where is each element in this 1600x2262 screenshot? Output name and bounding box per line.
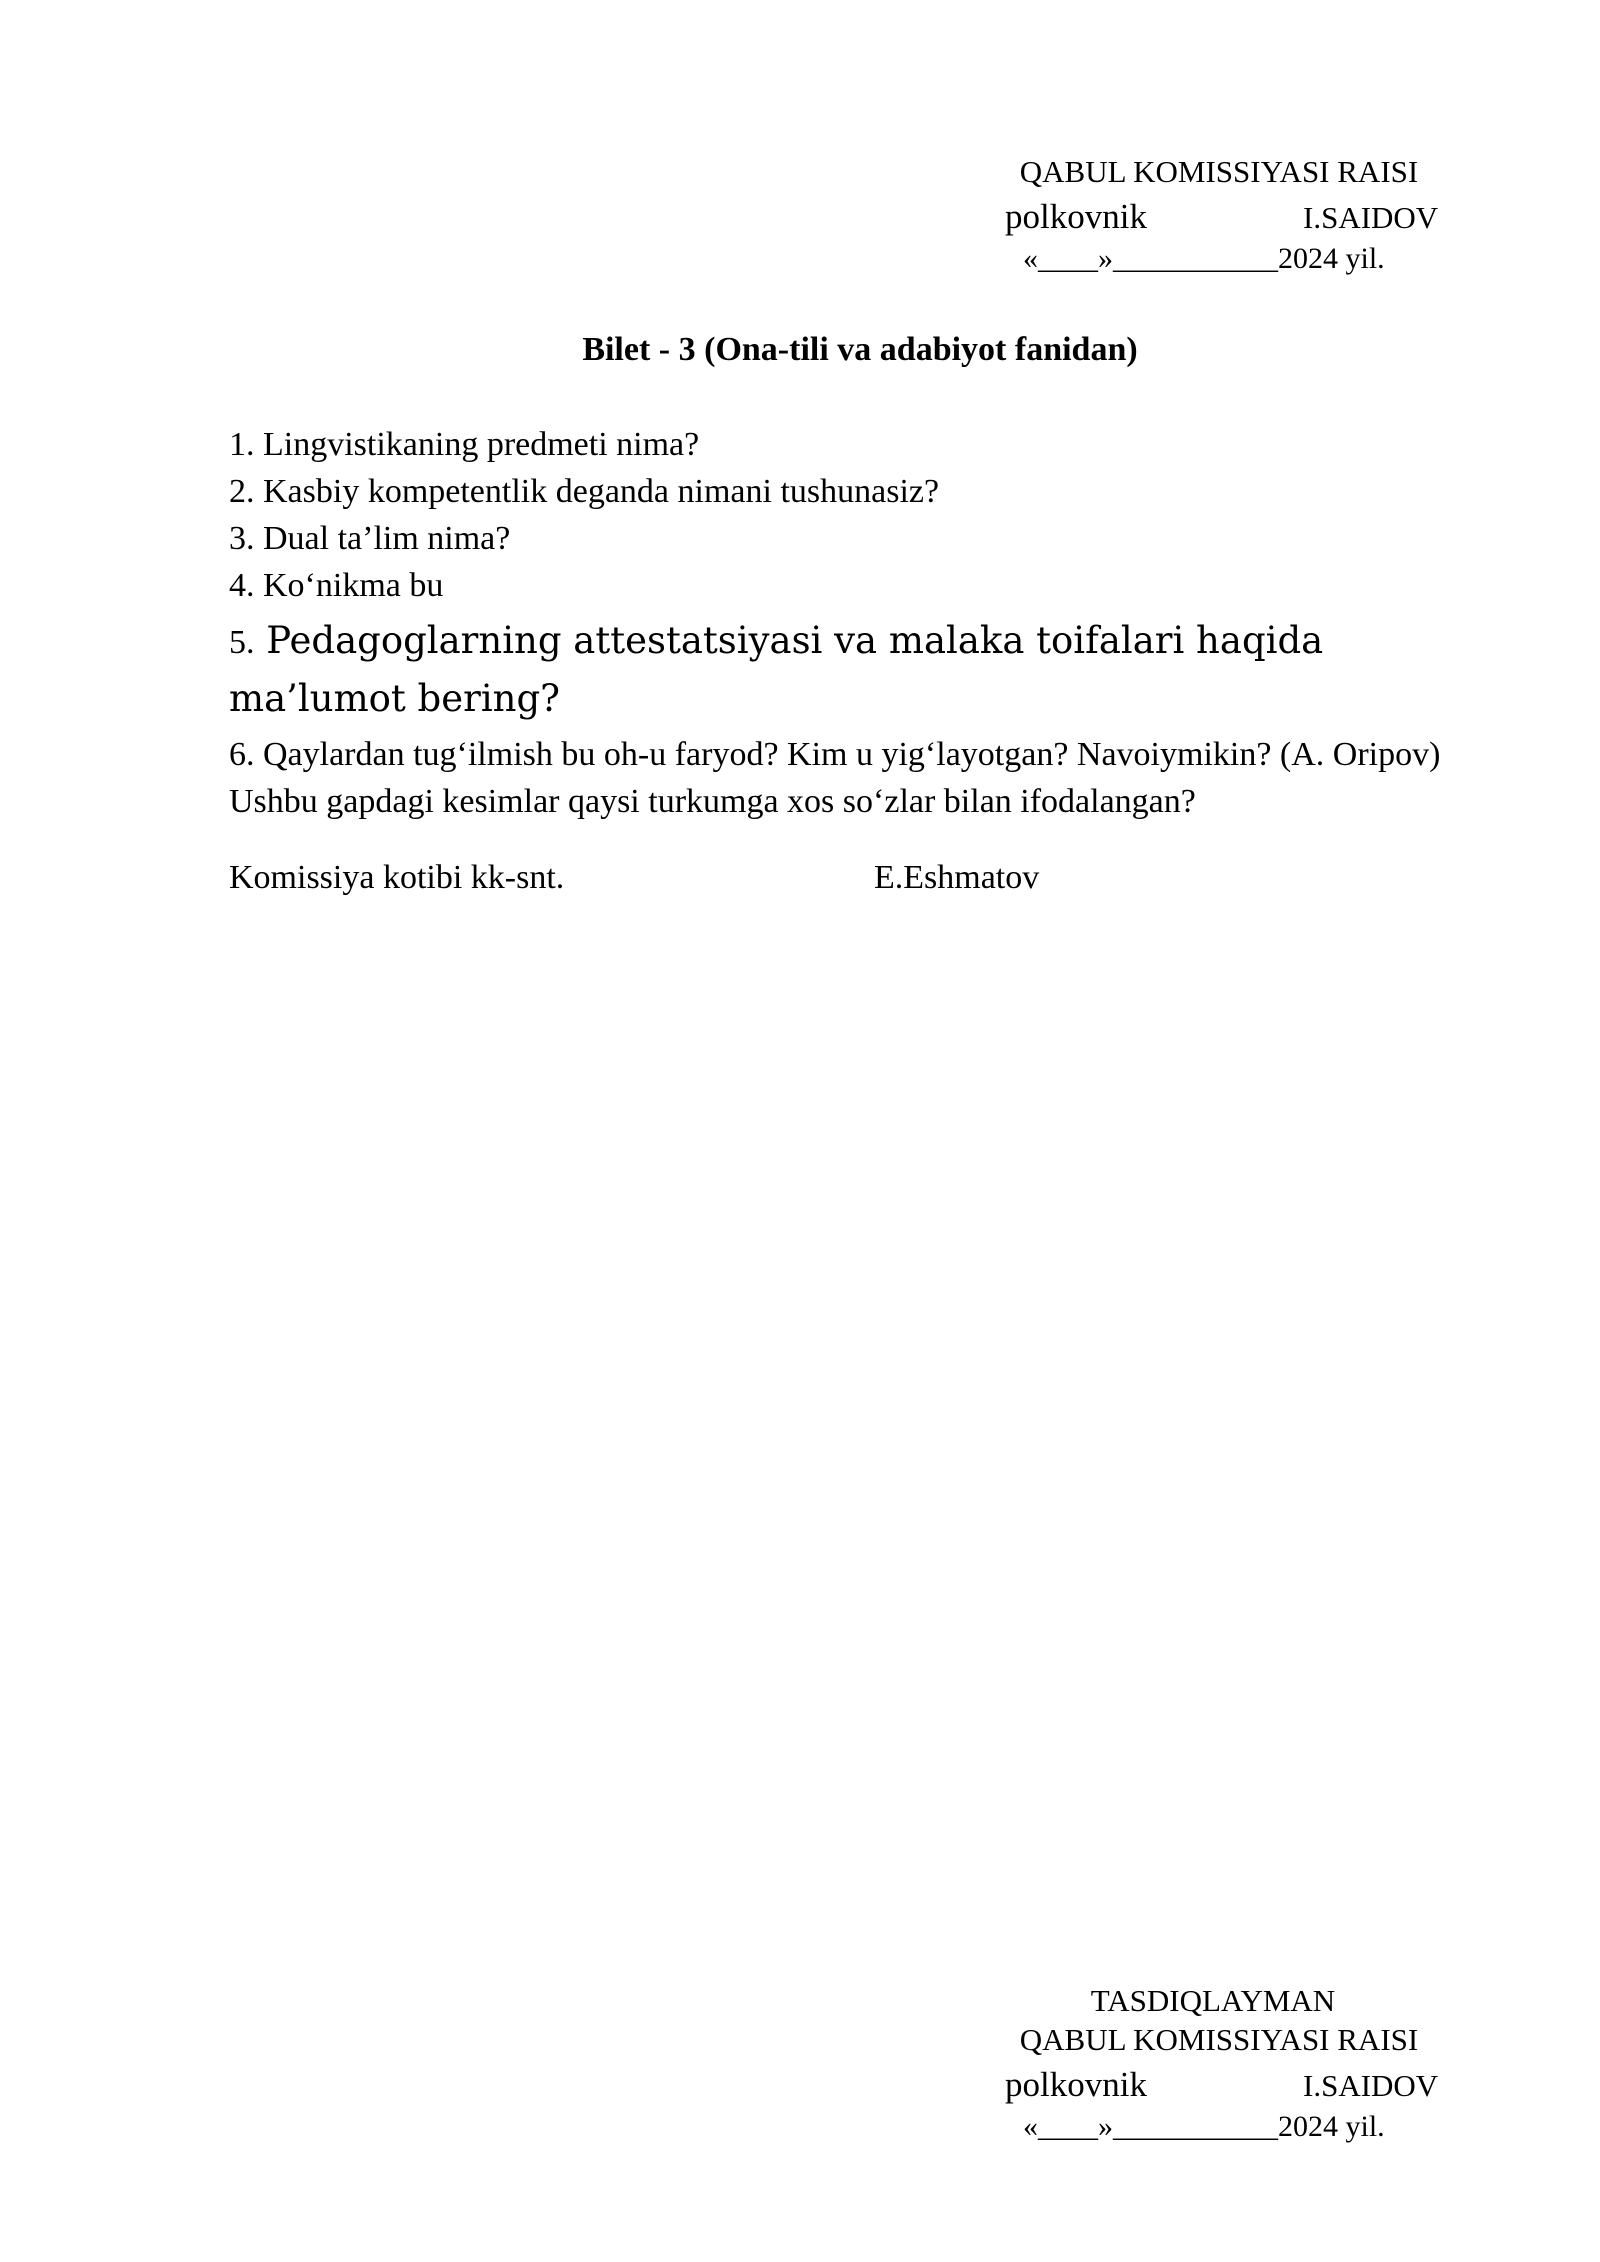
secretary-label: Komissiya kotibi kk-snt. (229, 859, 565, 896)
question-item (229, 613, 1479, 727)
ticket-title: Bilet - 3 (Ona-tili va adabiyot fanidan) (582, 331, 1138, 368)
secretary-line (229, 859, 1040, 897)
approval-title: QABUL KOMISSIYASI RAISI (1019, 2022, 1419, 2057)
approval-block-top (1005, 156, 1445, 274)
approval-block-bottom (1005, 1985, 1445, 2142)
question-item: 1. Lingvistikaning predmeti nima? (229, 426, 700, 463)
question-number: 5. (229, 624, 255, 661)
approval-confirm: TASDIQLAYMAN (1090, 1983, 1336, 2018)
question-item: 3. Dual ta’lim nima? (229, 520, 511, 557)
question-item: 6. Qaylardan tug‘ilmish bu oh-u faryod? Kim u yig‘layotgan? Navoiymikin? (A. Oripov) Ushbu gapdagi kesimlar qaysi turkumga xos so‘zlar bilan ifodalangan? (229, 736, 1441, 820)
approval-title: QABUL KOMISSIYASI RAISI (1019, 154, 1419, 189)
approval-signer: I.SAIDOV (1303, 2068, 1439, 2103)
approval-rank-line (1005, 199, 1445, 243)
approval-rank-line (1005, 2067, 1445, 2111)
approval-signer: I.SAIDOV (1303, 200, 1439, 235)
question-list (229, 421, 1479, 825)
question-text: Pedagoglarning attestatsiyasi va malaka toifalari haqida ma’lumot bering? (229, 619, 1324, 720)
secretary-name: E.Eshmatov (874, 859, 1040, 896)
approval-date: «____»___________2024 yil. (1023, 242, 1385, 275)
approval-rank: polkovnik (1005, 2065, 1147, 2104)
approval-rank: polkovnik (1005, 197, 1147, 236)
question-item: 2. Kasbiy kompetentlik deganda nimani tushunasiz? (229, 473, 940, 510)
approval-date: «____»___________2024 yil. (1023, 2110, 1385, 2143)
question-item: 4. Ko‘nikma bu (229, 567, 444, 604)
